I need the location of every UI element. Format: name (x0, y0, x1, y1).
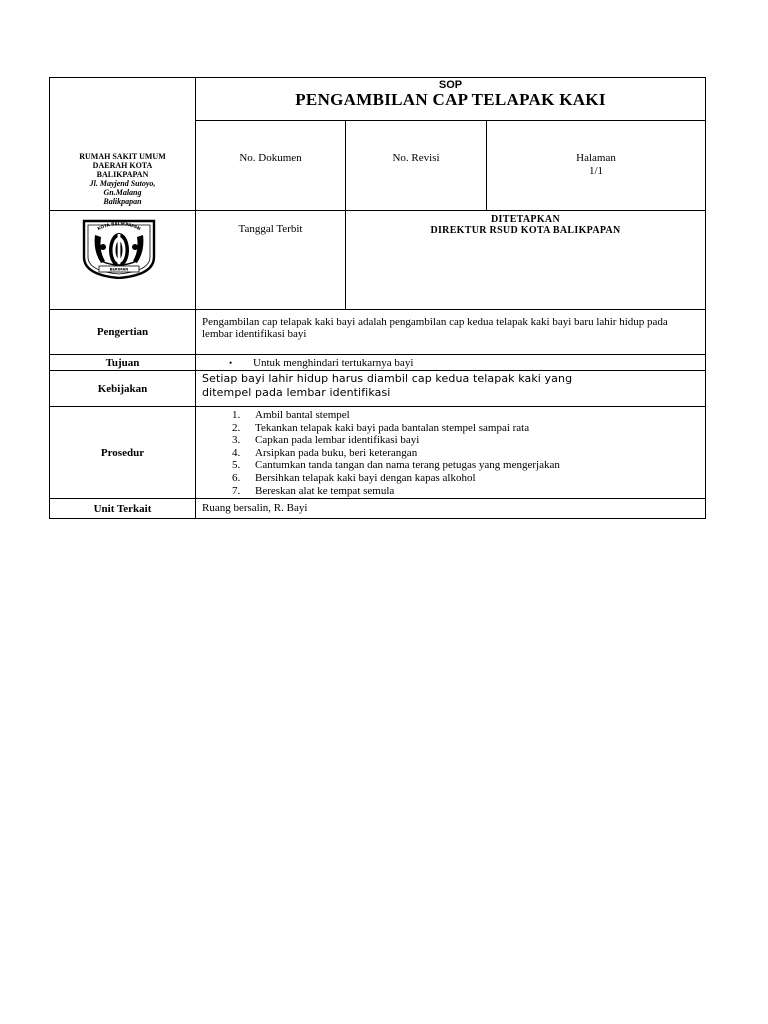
step-text: Ambil bantal stempel (255, 409, 350, 421)
step-number: 3. (232, 434, 241, 447)
no-dokumen-cell (196, 121, 346, 211)
step-number: 4. (232, 446, 241, 459)
sop-document (49, 77, 705, 519)
halaman-value: 1/1 (588, 165, 604, 177)
tanggal-terbit-label: Tanggal Terbit (238, 223, 303, 235)
unit-terkait-label: Unit Terkait (50, 499, 196, 519)
seal-top-text: KOTA BALIKPAPAN (96, 220, 142, 232)
step-number: 6. (232, 471, 241, 484)
direktur-label: DIREKTUR RSUD KOTA BALIKPAPAN (430, 225, 621, 236)
sop-label: SOP (438, 79, 463, 91)
list-item (232, 472, 699, 485)
step-text: Bersihkan telapak kaki bayi dengan kapas alkohol (255, 471, 476, 484)
prosedur-label: Prosedur (50, 407, 196, 499)
step-text: Tekankan telapak kaki bayi pada bantalan stempel sampai rata (255, 421, 530, 434)
halaman-label: Halaman (576, 152, 616, 164)
kebijakan-cell (196, 371, 706, 407)
step-text: Cantumkan tanda tangan dan nama terang petugas yang mengerjakan (255, 459, 560, 472)
no-revisi-cell (346, 121, 487, 211)
tujuan-cell (196, 355, 706, 371)
unit-terkait-text: Ruang bersalin, R. Bayi (196, 499, 706, 519)
ditetapkan-label: DITETAPKAN (491, 214, 560, 225)
org-name-line: DAERAH KOTA (92, 161, 153, 170)
seal-bottom-text: BERIMAN (109, 267, 129, 272)
halaman-cell (487, 121, 706, 211)
pengertian-label: Pengertian (50, 310, 196, 355)
no-dokumen-label: No. Dokumen (239, 152, 302, 164)
org-name-line: BALIKPAPAN (96, 170, 149, 179)
kebijakan-line: ditempel pada lembar identifikasi (202, 386, 391, 399)
list-item (232, 422, 699, 435)
step-text: Capkan pada lembar identifikasi bayi (255, 434, 420, 447)
list-item (232, 434, 699, 447)
list-item (232, 459, 699, 472)
organization-cell (50, 78, 196, 211)
no-revisi-label: No. Revisi (392, 152, 440, 164)
step-text: Bereskan alat ke tempat semula (255, 484, 395, 497)
pengertian-text: Pengambilan cap telapak kaki bayi adalah pengambilan cap kedua telapak kaki bayi baru lahir hidup pada lembar identifikasi bayi (196, 310, 706, 355)
org-address-line: Gn.Malang (103, 188, 142, 197)
list-item: • Untuk menghindari tertukarnya bayi (253, 357, 699, 369)
step-text: Arsipkan pada buku, beri keterangan (255, 446, 418, 459)
org-address-line: Balikpapan (103, 197, 142, 206)
org-name-line: RUMAH SAKIT UMUM (79, 152, 166, 161)
tujuan-label: Tujuan (50, 355, 196, 371)
tujuan-list (202, 357, 699, 369)
organization-block (50, 78, 195, 206)
kebijakan-line: Setiap bayi lahir hidup harus diambil cap kedua telapak kaki yang (202, 372, 573, 385)
list-item (232, 485, 699, 498)
logo-cell (50, 211, 196, 310)
document-title: PENGAMBILAN CAP TELAPAK KAKI (295, 90, 606, 109)
balikpapan-city-seal-icon (81, 217, 157, 279)
list-item (232, 409, 699, 422)
tanggal-terbit-cell (196, 211, 346, 310)
step-number: 1. (232, 409, 241, 421)
org-address-line: Jl. Mayjend Sutoyo, (89, 179, 156, 188)
step-number: 7. (232, 484, 241, 497)
title-cell (196, 78, 706, 121)
step-number: 2. (232, 421, 241, 434)
prosedur-cell (196, 407, 706, 499)
ditetapkan-cell (346, 211, 706, 310)
sop-table (49, 77, 706, 519)
step-number: 5. (232, 459, 241, 472)
kebijakan-label: Kebijakan (50, 371, 196, 407)
prosedur-list (202, 409, 699, 497)
list-item (232, 447, 699, 460)
